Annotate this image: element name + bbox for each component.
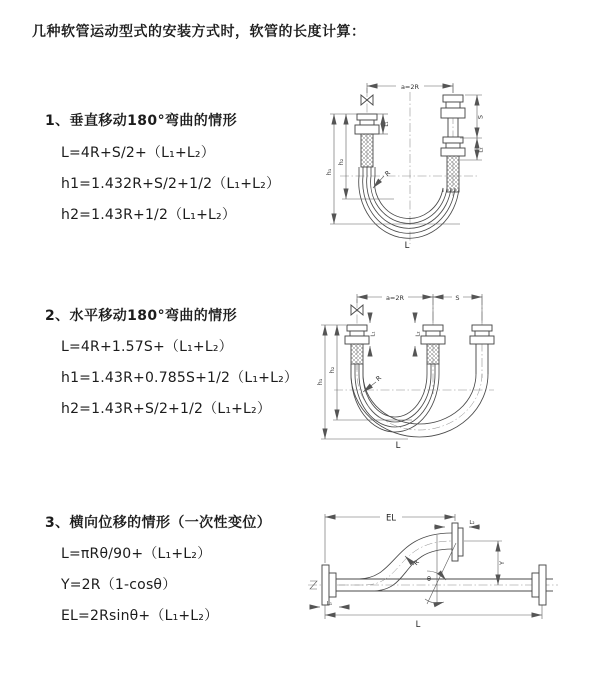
hose-braid (447, 156, 459, 192)
hose-braid (361, 134, 373, 167)
dim-label-h2: h₂ (337, 158, 345, 166)
dim-label-l2: L₂ (415, 331, 422, 337)
dim-label-a2r: a=2R (385, 293, 405, 302)
dim-label-y: Y (498, 561, 506, 565)
dim-label-l-total: L (404, 241, 410, 251)
dim-top-a2r (367, 82, 453, 94)
left-flange (322, 565, 336, 605)
dim-label-l1: L₁ (384, 121, 390, 127)
upper-flange (452, 523, 463, 561)
dim-label-h1: h₁ (325, 168, 333, 176)
right-flange (532, 565, 553, 605)
dim-label-el: EL (385, 513, 397, 524)
dim-l2 (415, 313, 422, 356)
dim-el (325, 511, 455, 563)
section-2-formula-l: L=4R+1.57S+（L₁+L₂） (61, 339, 233, 355)
dim-l-total (325, 605, 542, 630)
dim-label-r: R (411, 558, 421, 568)
dim-label-s: S (476, 114, 485, 120)
dim-l1 (311, 601, 348, 607)
hose-braid (427, 344, 439, 364)
dim-label-h2: h₂ (328, 366, 336, 374)
section-1-formula-l: L=4R+S/2+（L₁+L₂） (61, 145, 215, 161)
section-1-formula-h1: h1=1.432R+S/2+1/2（L₁+L₂） (61, 176, 281, 192)
dim-label-l1: L₁ (370, 331, 377, 337)
dim-label-r: R (374, 373, 384, 383)
section-3-formula-el: EL=2Rsinθ+（L₁+L₂） (61, 608, 219, 624)
section-1-heading: 1、垂直移动180°弯曲的情形 (45, 113, 237, 129)
middle-pipe-fitting (421, 325, 445, 364)
section-1-formula-h2: h2=1.43R+1/2（L₁+L₂） (61, 207, 237, 223)
dim-label-a2r: a=2R (400, 82, 420, 91)
diagram-horizontal-180-bend (312, 282, 592, 457)
section-2-formula-h2: h2=1.43R+S/2+1/2（L₁+L₂） (61, 401, 272, 417)
dim-label-l2: L₂ (478, 147, 485, 153)
diagram-lateral-displacement (300, 505, 590, 645)
dim-label-s: S (455, 293, 460, 302)
leader-r (363, 374, 383, 392)
dim-label-h1: h₁ (316, 378, 324, 386)
dim-label-theta: θ (427, 575, 431, 583)
diagram-vertical-180-bend (310, 72, 580, 257)
section-3-formula-y: Y=2R（1-cosθ） (61, 577, 177, 593)
dim-label-r: R (383, 168, 393, 178)
hose-braid (351, 344, 363, 364)
u-bend-hose-original (351, 364, 439, 432)
right-pipe-fitting (441, 95, 465, 192)
left-pipe-fitting (355, 114, 379, 167)
u-bend-hose (359, 167, 459, 238)
dim-l1 (370, 313, 377, 356)
dim-label-l1: L₁ (326, 601, 333, 607)
s-curve-hose (337, 533, 452, 591)
dim-label-l: L (415, 620, 421, 630)
dim-top-s (433, 293, 482, 302)
dim-y (464, 541, 506, 585)
centerlines (308, 581, 558, 589)
section-3-heading: 3、横向位移的情形（一次性变位） (45, 515, 272, 531)
u-bend-hose-moved (351, 364, 488, 437)
section-3-formula-l: L=πRθ/90+（L₁+L₂） (61, 546, 212, 562)
section-2-formula-h1: h1=1.43R+0.785S+1/2（L₁+L₂） (61, 370, 299, 386)
section-2-heading: 2、水平移动180°弯曲的情形 (45, 308, 237, 324)
dim-label-l2: L₂ (469, 520, 475, 526)
leader-r (373, 169, 392, 188)
dim-label-l-total: L (395, 441, 401, 451)
dim-h2 (328, 325, 412, 420)
page-title: 几种软管运动型式的安装方式时，软管的长度计算： (32, 24, 366, 40)
angle-construction (425, 535, 456, 604)
left-pipe-fitting (345, 325, 369, 364)
